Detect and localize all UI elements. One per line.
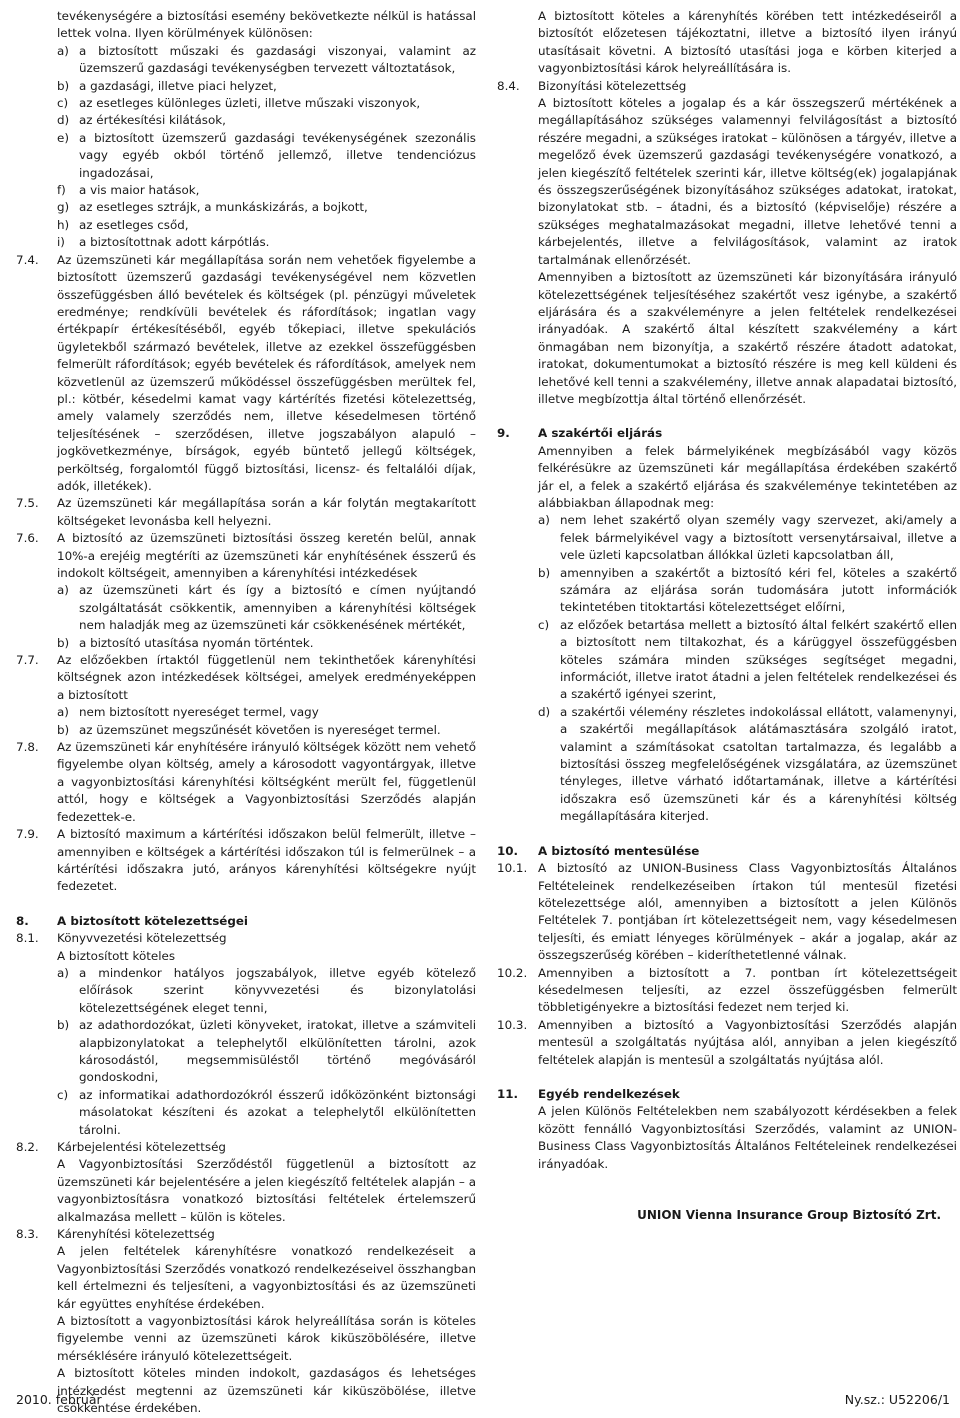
list-item bbox=[57, 234, 476, 251]
section-7-5 bbox=[16, 495, 476, 530]
section-heading: A biztosító mentesülése bbox=[538, 843, 700, 858]
list-text: az értékesítési kilátások, bbox=[79, 113, 226, 128]
section-number: 7.4. bbox=[16, 252, 39, 267]
list-label: c) bbox=[538, 617, 550, 632]
list-label: a) bbox=[57, 583, 69, 598]
list-text: a szakértői vélemény részletes indokolással ellátott, valamenynyi, a szakértői megállapítások alátámasztására szolgáló iratot, valamint a számításokat csatoltan tartalmazza, és legalább a biztosítási összeg megfelelőségének vizsgálatára, az üzemszünet tényleges, illetve várható időtartamának, illetve a kártérítési időszakra eső üzemszüneti kár és a kárenyhítési költség megállapítására kiterjed. bbox=[560, 704, 957, 824]
section-number: 7.8. bbox=[16, 740, 39, 755]
list-item bbox=[57, 1017, 476, 1087]
list-text: az adathordozókat, üzleti könyveket, iratokat, illetve a számviteli alapbizonylatokat a telephelytől elkülönítetten tárolni, azok károsodástól, megsemmisüléstől történő megóvásáról gondoskodni, bbox=[79, 1018, 476, 1085]
section-number: 8.2. bbox=[16, 1140, 39, 1154]
section-text: Amennyiben a biztosított az üzemszüneti kár bizonyítására irányuló kötelezettségének teljesítéséhez szakértőt vesz igénybe, a szakértő eljárására és a szakvéleményre a jelen feltételek rendelkezései irányadóak. A szakértő által készített szakvélemény a kárt önmagában nem bizonyítja, a szakértő részére átadott adatokat, iratokat, dokumentumokat a biztosító részére is meg kell küldeni és lehetővé kell tenni a szakvélemény, illetve annak alapadatai biztosító, illetve megbízottja által történő ellenőrzését. bbox=[538, 270, 957, 406]
section-text: A biztosított köteles minden indokolt, gazdaságos és lehetséges intézkedést megtenni az üzemszüneti kár kiküszöbölése, illetve csökkentése érdekében. bbox=[57, 1366, 476, 1416]
section-7-6 bbox=[16, 530, 476, 582]
intro-paragraph: tevékenységére a biztosítási esemény bekövetkezte nélkül is hatással lettek volna. Ilyen körülmények különösen: bbox=[57, 9, 476, 41]
list-label: b) bbox=[57, 1018, 70, 1033]
section-text: A biztosító az üzemszüneti biztosítási összeg keretén belül, annak 10%-a erejéig megtéríti az üzemszüneti kár enyhítésének ésszerű és indokolt költségeit, amennyiben a kárenyhítési intézkedések bbox=[57, 531, 476, 580]
section-10-1 bbox=[497, 860, 957, 964]
section-text: A Vagyonbiztosítási Szerződéstől függetlenül a biztosított az üzemszüneti kár bejelentésére a jelen kiegészítő feltételek alapján – a vagyonbiztosításra vonatkozó biztosítási feltételek értelemszerű alkalmazása mellett – külön is köteles. bbox=[57, 1157, 476, 1224]
list-item bbox=[57, 217, 476, 234]
list-text: az esetleges csőd, bbox=[79, 217, 189, 232]
section-7-7 bbox=[16, 652, 476, 704]
section-heading: A biztosított kötelezettségei bbox=[57, 913, 249, 928]
list-text: a biztosítottnak adott kárpótlás. bbox=[79, 235, 270, 250]
section-text: A biztosított a vagyonbiztosítási károk helyreállítása során is köteles figyelembe venni az üzemszüneti károk kiküszöbölésére, illetve mérséklésére irányuló kötelezettségeit. bbox=[57, 1314, 476, 1363]
section-number: 10.3. bbox=[497, 1017, 528, 1032]
section-text: Amennyiben a biztosított a 7. pontban írt kötelezettségeit késedelmesen teljesíti, az ezzel összefüggésben felmerült többletigényekre a biztosítási fedezet nem terjed ki. bbox=[538, 965, 957, 1015]
section-7-9 bbox=[16, 826, 476, 896]
footer-date: 2010. február bbox=[16, 1392, 102, 1407]
list-item bbox=[538, 704, 957, 826]
list-label: g) bbox=[57, 200, 70, 215]
list-label: c) bbox=[57, 1087, 69, 1102]
section-subtitle: Bizonyítási kötelezettség bbox=[538, 78, 687, 93]
right-column bbox=[497, 8, 957, 1224]
section-text: Az üzemszüneti kár megállapítása során a kár folytán megtakarított költségeket levonásba kell helyezni. bbox=[57, 496, 476, 528]
list-item bbox=[57, 182, 476, 199]
section-number: 8.3. bbox=[16, 1227, 39, 1242]
section-text: Az üzemszüneti kár enyhítésére irányuló költségek között nem vehető figyelembe olyan költség, amely a károsodott vagyontárgyak, illetve a vagyonbiztosítási kárenyhítési költségként merült fel, függetlenül attól, hogy e költségek a Vagyonbiztosítási Szerződés alapján fedezettek-e. bbox=[57, 740, 476, 824]
section-text: A biztosító maximum a kártérítési időszakon belül felmerült, illetve – amennyiben e költségek a kártérítési időszakon túl is felmerülnek – a kártérítési időszakra jutó, arányos kárenyhítési költségekre nyújt fedezetet. bbox=[57, 827, 476, 894]
section-number: 7.7. bbox=[16, 653, 39, 668]
section-8-3 bbox=[16, 1226, 476, 1243]
list-label: d) bbox=[538, 704, 551, 719]
list-text: amennyiben a szakértőt a biztosító kéri fel, köteles a szakértő számára az eljárása során tudomására jutott információk tekintetében titoktartási kötelezettséget előírni, bbox=[560, 565, 957, 615]
left-column bbox=[16, 8, 476, 1418]
section-text: A biztosított köteles a jogalap és a kár összegszerű mértékének a megállapításához szükséges valamennyi felvilágosítást a biztosító részére megadni, a szükséges iratokat – különösen a tárgyév, illetve a megelőző évek üzemszerű gazdasági tevékenységére vonatkozó, a jelen kiegészítő feltételek szerinti kár, illetve költség(ek) jogalapjának és összegszerűségének bizonyításához szükséges adatokat, iratokat, bizonylatokat stb. – átadni, és a biztosító (képviselője) részére a szükséges meghatalmazásokat megadni, illetve lehetővé tenni a kárbejelentés, illetve a felvilágosítások, valamint az iratok tartalmának ellenőrzését. bbox=[538, 96, 957, 267]
list-item bbox=[538, 512, 957, 564]
list-label: f) bbox=[57, 183, 66, 198]
section-number: 7.5. bbox=[16, 496, 39, 511]
section-number: 8.4. bbox=[497, 78, 520, 93]
section-number: 10.2. bbox=[497, 965, 528, 980]
section-8-2 bbox=[16, 1139, 476, 1156]
section-text: Az előzőekben írtaktól függetlenül nem tekinthetőek kárenyhítési költségnek azon intézkedések költségei, amelyek eredményeképpen a biztosított bbox=[57, 653, 476, 702]
list-text: nem lehet szakértő olyan személy vagy szervezet, aki/amely a felek bármelyikével vagy a biztosított versenytársaival, illetve a vele üzleti kapcsolatban állókkal üzleti kapcsolatban áll, bbox=[560, 513, 957, 563]
list-text: a mindenkor hatályos jogszabályok, illetve egyéb kötelező előírások szerint könyvvezetési és bizonylatolási kötelezettségének eleget tenni, bbox=[79, 965, 476, 1015]
list-item bbox=[57, 704, 476, 721]
list-text: az előzőek betartása mellett a biztosító által felkért szakértő ellen a biztosított nem tiltakozhat, és a kárüggyel összefüggésben köteles számára minden szükséges segítséget megadni, információt, illetve iratot átadni a jelen feltételek rendelkezései és a szakértő igényei szerint, bbox=[560, 617, 957, 702]
section-7-4 bbox=[16, 252, 476, 496]
list-text: az esetleges különleges üzleti, illetve műszaki viszonyok, bbox=[79, 96, 421, 111]
list-label: a) bbox=[57, 43, 69, 58]
section-8-4 bbox=[497, 78, 957, 95]
list-label: a) bbox=[538, 513, 550, 528]
list-item bbox=[57, 1087, 476, 1139]
section-8-heading bbox=[16, 913, 476, 930]
list-label: h) bbox=[57, 217, 70, 232]
list-text: a gazdasági, illetve piaci helyzet, bbox=[79, 78, 277, 93]
list-text: az esetleges sztrájk, a munkáskizárás, a bojkott, bbox=[79, 200, 368, 215]
list-item bbox=[538, 617, 957, 704]
section-number: 8. bbox=[16, 913, 29, 928]
list-label: b) bbox=[57, 635, 70, 650]
list-label: d) bbox=[57, 113, 70, 128]
list-item bbox=[538, 565, 957, 617]
company-signature: UNION Vienna Insurance Group Biztosító Zrt. bbox=[637, 1208, 941, 1222]
section-text: A biztosított köteles a kárenyhítés körében tett intézkedéseiről a biztosítót előzetesen tájékoztatni, illetve a biztosító ilyen irányú utasításait követni. A biztosító utasítási joga e körben kiterjed a vagyonbiztosítási károk helyreállítására is. bbox=[538, 9, 957, 76]
list-text: az üzemszünet megszűnését követően is nyereséget termel. bbox=[79, 722, 441, 737]
list-label: b) bbox=[538, 565, 551, 580]
section-number: 10. bbox=[497, 843, 519, 858]
footer-document-code: Ny.sz.: U52206/1 bbox=[844, 1392, 950, 1407]
list-text: a biztosító utasítása nyomán történtek. bbox=[79, 635, 314, 650]
list-label: a) bbox=[57, 965, 69, 980]
section-number: 11. bbox=[497, 1086, 519, 1101]
list-label: b) bbox=[57, 78, 70, 93]
list-label: a) bbox=[57, 705, 69, 720]
section-10-heading bbox=[497, 843, 957, 860]
section-number: 7.9. bbox=[16, 827, 39, 842]
list-text: a biztosított üzemszerű gazdasági tevékenységének szezonális vagy egyéb okból történő jellemző, illetve tendenciózus ingadozásai, bbox=[79, 130, 476, 180]
list-item bbox=[57, 199, 476, 216]
list-text: az informatikai adathordozókról ésszerű időközönként biztonsági másolatokat készíteni és azokat a telephelytől elkülönítetten tárolni. bbox=[79, 1087, 476, 1137]
section-7-8 bbox=[16, 739, 476, 826]
section-heading: A szakértői eljárás bbox=[538, 426, 663, 441]
list-item bbox=[57, 582, 476, 634]
list-item bbox=[57, 43, 476, 78]
section-text: Amennyiben a biztosító a Vagyonbiztosítási Szerződés alapján mentesül a szolgáltatás nyújtása alól, annyiban a jelen kiegészítő feltételek alapján is mentesül a szolgáltatás nyújtása alól. bbox=[538, 1017, 957, 1067]
list-label: b) bbox=[57, 722, 70, 737]
list-text: nem biztosított nyereséget termel, vagy bbox=[79, 705, 319, 720]
section-subtitle: Kárbejelentési kötelezettség bbox=[57, 1140, 226, 1154]
list-item bbox=[57, 130, 476, 182]
list-label: i) bbox=[57, 235, 65, 250]
section-number: 7.6. bbox=[16, 531, 39, 546]
list-item bbox=[57, 722, 476, 739]
section-text: Az üzemszüneti kár megállapítása során nem vehetőek figyelembe a biztosított üzemszerű gazdasági tevékenységével nem közvetlen összefüggésben álló bevételek és költségek (pl. pénzügyi műveletek eredménye; rendkívüli bevételek és ráfordítások; ingatlan vagy értékpapír értékesítéséből, egyéb tőkepiaci, illetve spekulációs ügyletekből származó bevételek, illetve az ezekkel összefüggésben felmerült ráfordítások; egyéb bevételek és ráfordítások, amelyek nem közvetlenül az üzemszerű működéssel összefüggésben merültek fel, pl.: kötbér, késedelmi kamat vagy kártérítés fizetési kötelezettség, amely valamely szerződés nem, illetve késedelmesen történő teljesítésének – szerződésen, illetve jogszabályon alapuló – jogkövetkezménye, bírságok, egyéb büntető jellegű költségek, perköltség, forgalomtól függő biztosítási, licensz- és feltalálói díjak, adók, illetékek). bbox=[57, 252, 476, 493]
section-9-heading bbox=[497, 425, 957, 442]
section-text: Amennyiben a felek bármelyikének megbízásából vagy közös felkérésükre az üzemszüneti kár megállapítása érdekében szakértő jár el, a felek a szakértő eljárása és szakvéleménye tekintetében az alábbiakban állapodnak meg: bbox=[538, 443, 957, 510]
section-number: 8.1. bbox=[16, 931, 39, 946]
list-item bbox=[57, 95, 476, 112]
section-subtitle: Kárenyhítési kötelezettség bbox=[57, 1227, 215, 1242]
list-text: a vis maior hatások, bbox=[79, 183, 200, 198]
list-text: a biztosított műszaki és gazdasági viszonyai, valamint az üzemszerű gazdasági tevékenységben tervezett változtatások, bbox=[79, 43, 476, 76]
section-text: A jelen Különös Feltételekben nem szabályozott kérdésekben a felek között fennálló Vagyonbiztosítási Szerződés, valamint az UNION-Business Class Vagyonbiztosítás Általános Feltételeinek rendelkezései irányadóak. bbox=[538, 1104, 957, 1171]
list-item bbox=[57, 78, 476, 95]
list-text: az üzemszüneti kárt és így a biztosító e címen nyújtandó szolgáltatását csökkentik, amennyiben a kárenyhítési költségek nem haladják meg az üzemszüneti kár csökkenésének mértékét, bbox=[79, 583, 476, 633]
section-subtitle: Könyvvezetési kötelezettség bbox=[57, 931, 227, 946]
section-number: 10.1. bbox=[497, 861, 528, 876]
section-text: A jelen feltételek kárenyhítésre vonatkozó rendelkezéseit a Vagyonbiztosítási Szerződés vonatkozó rendelkezéseivel összhangban kell értelmezni és teljesíteni, a vagyonbiztosítási és az üzemszüneti kár együttes enyhítése érdekében. bbox=[57, 1244, 476, 1311]
section-number: 9. bbox=[497, 426, 510, 441]
section-10-2 bbox=[497, 965, 957, 1017]
list-item bbox=[57, 635, 476, 652]
list-item bbox=[57, 965, 476, 1017]
list-item bbox=[57, 112, 476, 129]
section-text: A biztosított köteles bbox=[57, 948, 176, 963]
section-11-heading bbox=[497, 1086, 957, 1103]
circumstances-list bbox=[16, 43, 476, 252]
section-text: A biztosító az UNION-Business Class Vagyonbiztosítás Általános Feltételeinek rendelkezéseiben írtakon túl mentesül fizetési kötelezettsége alól, amennyiben a biztosított a jelen Különös Feltételek 7. pontjában írt kötelezettségeit nem, vagy késedelmesen teljesíti, és emiatt lényeges körülmények – akár a jogalap, akár az összegszerűség körében – kideríthetetlenné válnak. bbox=[538, 861, 957, 963]
section-heading: Egyéb rendelkezések bbox=[538, 1086, 680, 1101]
section-10-3 bbox=[497, 1017, 957, 1069]
section-8-1 bbox=[16, 930, 476, 947]
list-label: c) bbox=[57, 96, 69, 111]
list-label: e) bbox=[57, 130, 69, 145]
